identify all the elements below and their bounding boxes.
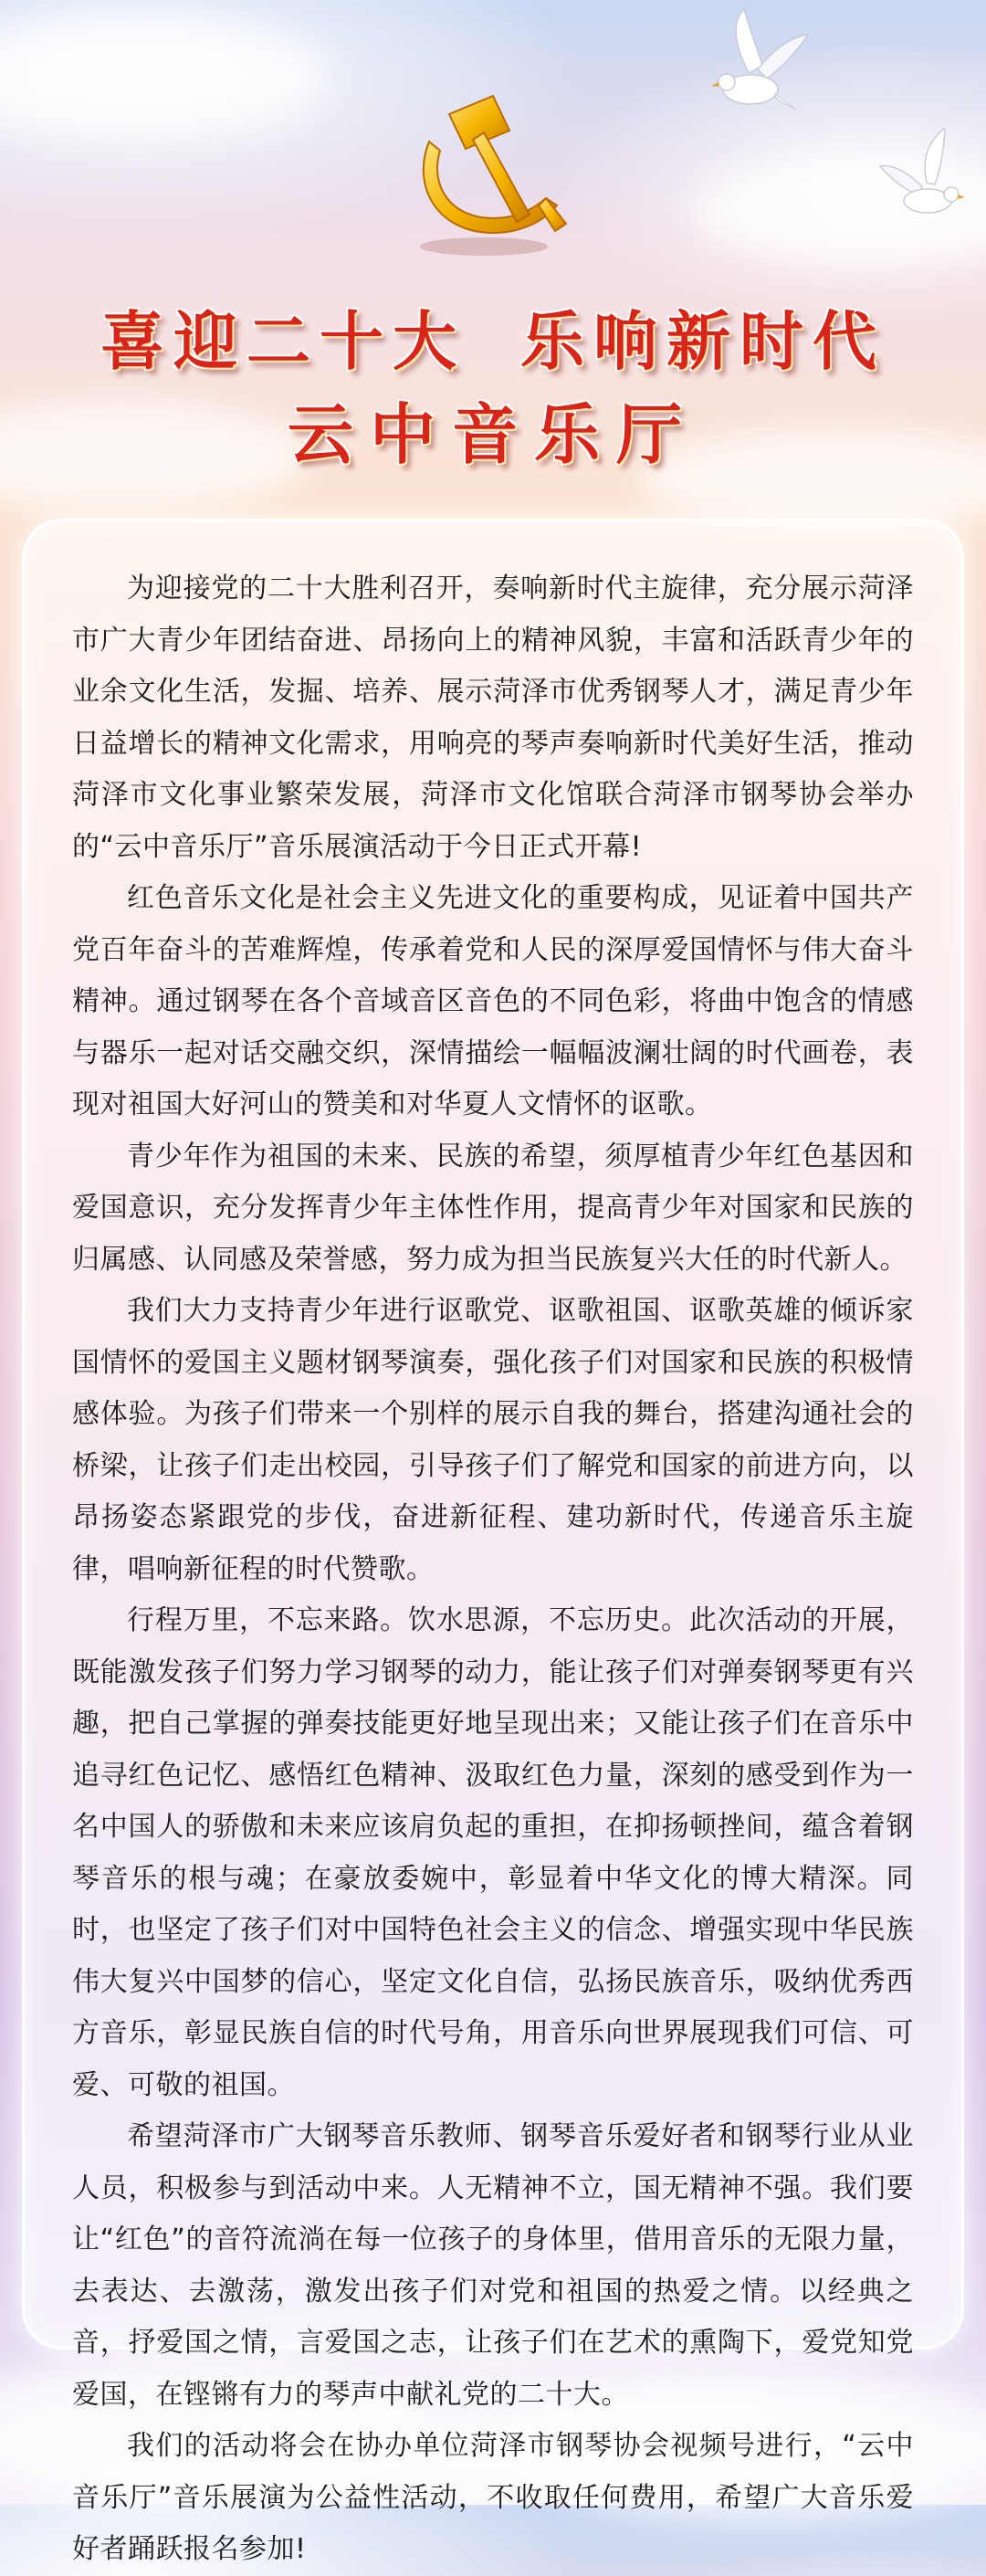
party-emblem-icon <box>393 87 575 260</box>
article-paragraph: 红色音乐文化是社会主义先进文化的重要构成，见证着中国共产党百年奋斗的苦难辉煌，传承着党和人民的深厚爱国情怀与伟大奋斗精神。通过钢琴在各个音域音区音色的不同色彩，将曲中饱含的情感与器乐一起对话交融交织，深情描绘一幅幅波澜壮阔的时代画卷，表现对祖国大好河山的赞美和对华夏人文情怀的讴歌。 <box>72 882 914 1120</box>
page-subtitle: 云中音乐厅 <box>287 395 698 473</box>
article-paragraph: 为迎接党的二十大胜利召开，奏响新时代主旋律，充分展示菏泽市广大青少年团结奋进、昂扬向上的精神风貌，丰富和活跃青少年的业余文化生活，发掘、培养、展示菏泽市优秀钢琴人才，满足青少年日益增长的精神文化需求，用响亮的琴声奏响新时代美好生活，推动菏泽市文化事业繁荣发展，菏泽市文化馆联合菏泽市钢琴协会举办的“云中音乐厅”音乐展演活动于今日正式开幕! <box>72 573 914 863</box>
dove-icon <box>876 128 977 237</box>
article-paragraph: 行程万里，不忘来路。饮水思源，不忘历史。此次活动的开展，既能激发孩子们努力学习钢琴的动力，能让孩子们对弹奏钢琴更有兴趣，把自己掌握的弹奏技能更好地呈现出来；又能让孩子们在音乐中追寻红色记忆、感悟红色精神、汲取红色力量，深刻的感受到作为一名中国人的骄傲和未来应该肩负起的重担，在抑扬顿挫间，蕴含着钢琴音乐的根与魂；在豪放委婉中，彰显着中华文化的博大精深。同时，也坚定了孩子们对中国特色社会主义的信念、增强实现中华民族伟大复兴中国梦的信心，坚定文化自信，弘扬民族音乐，吸纳优秀西方音乐，彰显民族自信的时代号角，用音乐向世界展现我们可信、可爱、可敬的祖国。 <box>72 1604 914 2101</box>
page-title <box>0 290 986 383</box>
cloud-decoration <box>0 18 329 137</box>
dove-icon <box>694 9 813 137</box>
article-paragraph: 我们大力支持青少年进行讴歌党、讴歌祖国、讴歌英雄的倾诉家国情怀的爱国主义题材钢琴演奏，强化孩子们对国家和民族的积极情感体验。为孩子们带来一个别样的展示自我的舞台，搭建沟通社会的桥梁，让孩子们走出校园，引导孩子们了解党和国家的前进方向，以昂扬姿态紧跟党的步伐，奋进新征程、建功新时代，传递音乐主旋律，唱响新征程的时代赞歌。 <box>72 1295 914 1585</box>
article-panel <box>22 519 964 2565</box>
article-paragraph: 我们的活动将会在协办单位菏泽市钢琴协会视频号进行，“云中音乐厅”音乐展演为公益性活动，不收取任何费用，希望广大音乐爱好者踊跃报名参加! <box>72 2430 914 2565</box>
title-part-1: 喜迎二十大 <box>100 303 466 379</box>
title-part-2: 乐响新时代 <box>520 303 886 379</box>
article-paragraph: 希望菏泽市广大钢琴音乐教师、钢琴音乐爱好者和钢琴行业从业人员，积极参与到活动中来。人无精神不立，国无精神不强。我们要让“红色”的音符流淌在每一位孩子的身体里，借用音乐的无限力量，去表达、去激荡，激发出孩子们对党和祖国的热爱之情。以经典之音，抒爱国之情，言爱国之志，让孩子们在艺术的熏陶下，爱党知党爱国，在铿锵有力的琴声中献礼党的二十大。 <box>72 2120 914 2411</box>
article-paragraph: 青少年作为祖国的未来、民族的希望，须厚植青少年红色基因和爱国意识，充分发挥青少年主体性作用，提高青少年对国家和民族的归属感、认同感及荣誉感，努力成为担当民族复兴大任的时代新人。 <box>72 1140 914 1276</box>
